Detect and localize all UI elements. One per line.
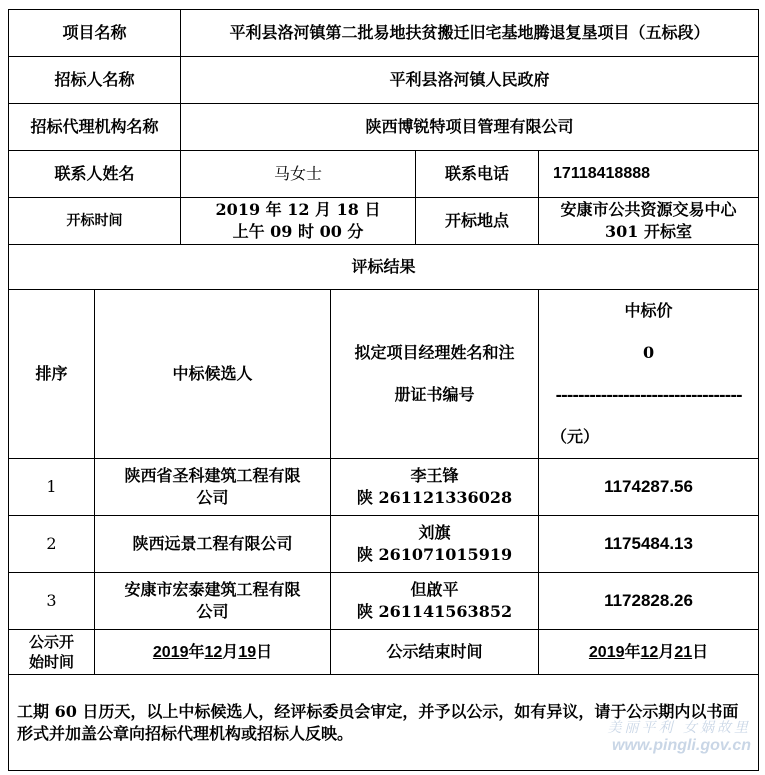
bid-result-table: [8, 9, 759, 771]
row-candidate-line2: 公司: [196, 488, 229, 507]
row-manager-cert: 陕 261141563852: [356, 602, 513, 621]
row-rank: 1: [9, 459, 95, 516]
project-name-value: 平利县洛河镇第二批易地扶贫搬迁旧宅基地腾退复垦项目（五标段）: [181, 10, 759, 57]
publicity-end-date: [539, 630, 759, 675]
col-candidate-header: 中标候选人: [95, 290, 331, 459]
opening-place-line1: 安康市公共资源交易中心: [560, 200, 737, 219]
contact-row: [9, 151, 759, 198]
opening-place-value: [539, 198, 759, 245]
row-manager-name: 李王锋: [410, 466, 459, 485]
row-candidate: [95, 573, 331, 630]
table-row: [9, 459, 759, 516]
result-title: 评标结果: [9, 245, 759, 290]
result-header-row: [9, 290, 759, 459]
publicity-start-label: [9, 630, 95, 675]
month-char: 月: [658, 641, 675, 661]
col-manager-header: [331, 290, 539, 459]
table-row: [9, 516, 759, 573]
row-candidate: [95, 459, 331, 516]
opening-place-line2: 301 开标室: [605, 222, 693, 241]
watermark-url: www.pingli.gov.cn: [612, 737, 751, 754]
tenderer-value: 平利县洛河镇人民政府: [181, 57, 759, 104]
row-candidate-line2: 公司: [196, 602, 229, 621]
agency-value: 陕西博锐特项目管理有限公司: [181, 104, 759, 151]
row-manager-name: 但啟平: [410, 580, 459, 599]
year-char: 年: [624, 641, 641, 661]
opening-row: [9, 198, 759, 245]
publicity-start-label-line1: 公示开: [28, 633, 74, 651]
publicity-start-month: 12: [204, 643, 223, 661]
result-title-row: [9, 245, 759, 290]
row-price: 1174287.56: [539, 459, 759, 516]
row-candidate-line1: 陕西远景工程有限公司: [132, 534, 293, 553]
row-price: 1175484.13: [539, 516, 759, 573]
year-char: 年: [188, 641, 205, 661]
row-manager-cert: 陕 261121336028: [356, 488, 513, 507]
row-manager-name: 刘旗: [418, 523, 451, 542]
day-char: 日: [692, 641, 709, 661]
contact-name-label: 联系人姓名: [9, 151, 181, 198]
contact-phone-value: 17118418888: [539, 151, 759, 198]
opening-place-label: 开标地点: [416, 198, 539, 245]
project-name-label: 项目名称: [9, 10, 181, 57]
col-price-unit: （元）: [551, 427, 600, 446]
row-candidate: [95, 516, 331, 573]
project-row: [9, 10, 759, 57]
contact-phone-label: 联系电话: [416, 151, 539, 198]
publicity-start-date: [95, 630, 331, 675]
row-manager: [331, 516, 539, 573]
month-char: 月: [222, 641, 239, 661]
publicity-start-year: 2019: [152, 643, 189, 661]
notes-row: [9, 675, 759, 771]
publicity-end-label: 公示结束时间: [331, 630, 539, 675]
publicity-row: [9, 630, 759, 675]
day-char: 日: [256, 641, 273, 661]
notes-text: 工期 60 日历天，以上中标候选人，经评标委员会审定，并予以公示，如有异议，请于公示期内以书面形式并加盖公章向招标代理机构或招标人反映。: [9, 675, 759, 771]
row-manager: [331, 573, 539, 630]
publicity-end-month: 12: [640, 643, 659, 661]
row-candidate-line1: 安康市宏泰建筑工程有限: [124, 580, 301, 599]
watermark-brand: 美丽平利 女娲故里: [607, 720, 751, 736]
publicity-end-day: 21: [674, 643, 693, 661]
opening-time-value: [181, 198, 416, 245]
col-price-zero: 0: [642, 343, 655, 362]
col-price-title: 中标价: [624, 301, 673, 320]
agency-label: 招标代理机构名称: [9, 104, 181, 151]
publicity-start-day: 19: [238, 643, 257, 661]
col-rank-header: 排序: [9, 290, 95, 459]
agency-row: [9, 104, 759, 151]
row-rank: 3: [9, 573, 95, 630]
col-manager-header-line2: 册证书编号: [394, 385, 475, 404]
opening-time-label: 开标时间: [9, 198, 181, 245]
table-row: [9, 573, 759, 630]
row-rank: 2: [9, 516, 95, 573]
row-candidate-line1: 陕西省圣科建筑工程有限: [124, 466, 301, 485]
col-price-header: [539, 290, 759, 459]
col-price-dashes: ---------------------------------: [555, 385, 742, 404]
contact-name-value: 马女士: [181, 151, 416, 198]
publicity-end-year: 2019: [588, 643, 625, 661]
opening-time-line1: 2019 年 12 月 18 日: [215, 200, 381, 219]
row-manager: [331, 459, 539, 516]
col-manager-header-line1: 拟定项目经理姓名和注: [354, 343, 515, 362]
row-manager-cert: 陕 261071015919: [356, 545, 513, 564]
tenderer-row: [9, 57, 759, 104]
publicity-start-label-line2: 始时间: [28, 653, 74, 671]
opening-time-line2: 上午 09 时 00 分: [232, 222, 364, 241]
row-price: 1172828.26: [539, 573, 759, 630]
tenderer-label: 招标人名称: [9, 57, 181, 104]
